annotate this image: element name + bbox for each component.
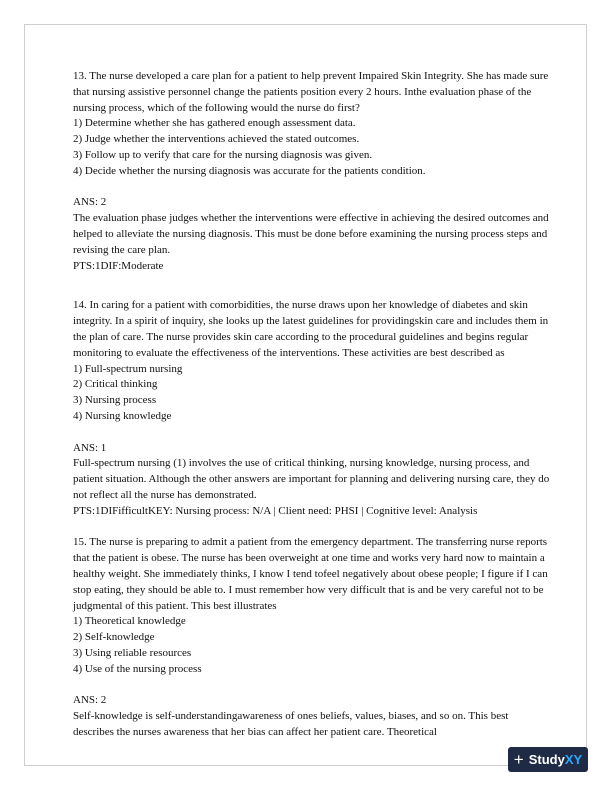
answer-option: 3) Nursing process — [73, 394, 157, 407]
answer-option: 2) Judge whether the interventions achieved the stated outcomes. — [73, 133, 360, 146]
question-15 — [73, 535, 551, 740]
question-meta: PTS:1DIFifficultKEY: Nursing process: N/A | Client need: PHSI | Cognitive level: Analysis — [73, 504, 478, 517]
document-page — [24, 24, 587, 769]
rationale: The evaluation phase judges whether the interventions were effective in achieving the desired outcomes and helped to alleviate the nursing diagnosis. This must be done before examining the nursing process steps and revising the care plan. — [73, 212, 549, 256]
question-stem: 14. In caring for a patient with comorbidities, the nurse draws upon her knowledge of diabetes and skin integrity. In a spirit of inquiry, she looks up the latest guidelines for providingskin care and includes them in the plan of care. The nurse provides skin care according to the procedural guidelines and begins regular monitoring to evaluate the effectiveness of the interventions. These activities are best described as — [73, 299, 549, 359]
rationale: Full-spectrum nursing (1) involves the use of critical thinking, nursing knowledge, nursing process, and patient situation. Although the other answers are important for planning and delivering nursing care, they do not reflect all the nurse has demonstrated. — [73, 457, 550, 501]
answer-key: ANS: 2 — [73, 694, 107, 707]
rationale: Self-knowledge is self-understandingawareness of ones beliefs, values, biases, and so on. This best describes the nurses awareness that her bias can affect her patient care. Theoretical — [73, 710, 509, 738]
question-stem: 15. The nurse is preparing to admit a patient from the emergency department. The transferring nurse reports that the patient is obese. The nurse has been overweight at one time and works very hard now to maintain a healthy weight. She immediately thinks, I know I tend tofeel negatively about obese people; I figure if I can stop eating, they should be able to. I must remember how very difficult that is and be very careful not to be judgmental of this patient. This best illustrates — [73, 536, 548, 612]
answer-option: 1) Determine whether she has gathered enough assessment data. — [73, 117, 356, 130]
question-14 — [73, 298, 551, 519]
plus-icon: + — [513, 750, 524, 769]
answer-option: 3) Using reliable resources — [73, 646, 192, 659]
answer-option: 1) Full-spectrum nursing — [73, 362, 183, 375]
question-meta: PTS:1DIF:Moderate — [73, 259, 164, 272]
answer-option: 1) Theoretical knowledge — [73, 615, 186, 628]
answer-option: 3) Follow up to verify that care for the nursing diagnosis was given. — [73, 148, 373, 161]
answer-option: 4) Decide whether the nursing diagnosis was accurate for the patients condition. — [73, 164, 426, 177]
answer-key: ANS: 2 — [73, 196, 107, 209]
answer-option: 2) Critical thinking — [73, 378, 158, 391]
answer-option: 4) Nursing knowledge — [73, 409, 172, 422]
answer-option: 2) Self-knowledge — [73, 631, 155, 644]
answer-option: 4) Use of the nursing process — [73, 662, 202, 675]
question-13 — [73, 69, 551, 274]
watermark-brand: StudyXY — [528, 752, 583, 767]
studyxy-watermark[interactable] — [508, 747, 588, 772]
answer-key: ANS: 1 — [73, 441, 107, 454]
page-content — [73, 69, 551, 741]
question-stem: 13. The nurse developed a care plan for a patient to help prevent Impaired Skin Integrity. She has made sure that nursing assistive personnel change the patients position every 2 hours. Inthe evaluation phase of the nursing process, which of the following would the nurse do first? — [73, 70, 549, 114]
